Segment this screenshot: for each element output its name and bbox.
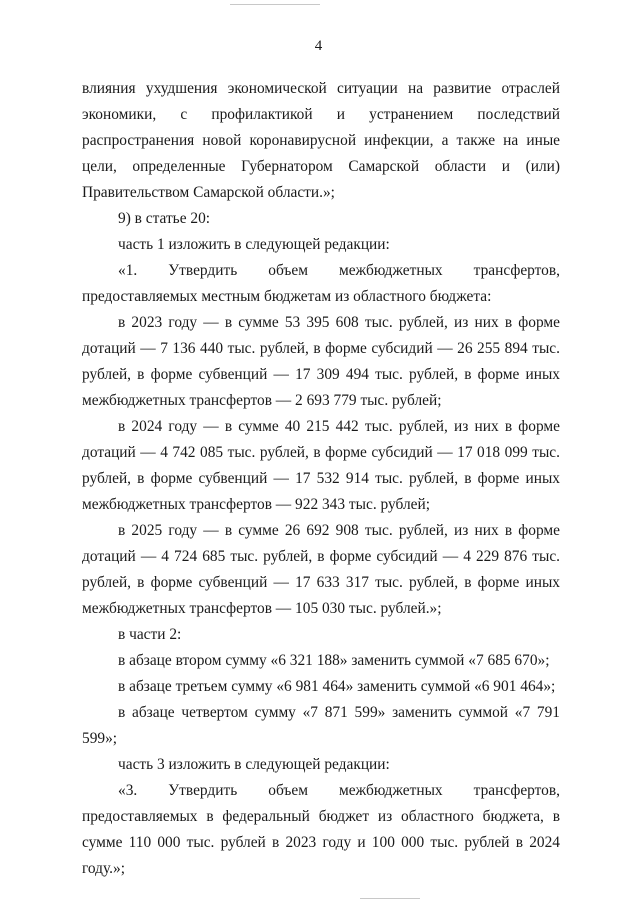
scan-edge-mark-bottom xyxy=(360,898,420,899)
paragraph: в 2024 году — в сумме 40 215 442 тыс. рублей, из них в форме дотаций — 4 742 085 тыс. рублей, в форме субсидий — 17 018 099 тыс. рублей, в форме субвенций — 17 532 914 тыс. рублей, в форме иных межбюджетных трансфертов — 922 343 тыс. рублей; xyxy=(82,418,560,513)
paragraph: в 2025 году — в сумме 26 692 908 тыс. рублей, из них в форме дотаций — 4 724 685 тыс. рублей, в форме субсидий — 4 229 876 тыс. рублей, в форме субвенций — 17 633 317 тыс. рублей, в форме иных межбюджетных трансфертов — 105 030 тыс. рублей.»; xyxy=(82,522,560,617)
paragraph: в абзаце втором сумму «6 321 188» заменить суммой «7 685 670»; xyxy=(118,652,550,669)
page-number: 4 xyxy=(314,38,323,54)
paragraph: часть 3 изложить в следующей редакции: xyxy=(118,756,390,773)
scan-edge-mark-top xyxy=(230,4,320,5)
document-body xyxy=(82,76,560,882)
paragraph: 9) в статье 20: xyxy=(118,210,211,227)
paragraph: в абзаце четвертом сумму «7 871 599» заменить суммой «7 791 599»; xyxy=(82,704,560,747)
paragraph: в 2023 году — в сумме 53 395 608 тыс. рублей, из них в форме дотаций — 7 136 440 тыс. рублей, в форме субсидий — 26 255 894 тыс. рублей, в форме субвенций — 17 309 494 тыс. рублей, в форме иных межбюджетных трансфертов — 2 693 779 тыс. рублей; xyxy=(82,314,560,409)
paragraph: «1. Утвердить объем межбюджетных трансфертов, предоставляемых местным бюджетам из областного бюджета: xyxy=(82,262,560,305)
paragraph: «3. Утвердить объем межбюджетных трансфертов, предоставляемых в федеральный бюджет из областного бюджета, в сумме 110 000 тыс. рублей в 2023 году и 100 000 тыс. рублей в 2024 году.»; xyxy=(82,782,560,877)
paragraph: влияния ухудшения экономической ситуации на развитие отраслей экономики, с профилактикой и устранением последствий распространения новой коронавирусной инфекции, а также на иные цели, определенные Губернатором Самарской области и (или) Правительством Самарской области.»; xyxy=(82,80,560,201)
paragraph: в абзаце третьем сумму «6 981 464» заменить суммой «6 901 464»; xyxy=(118,678,556,695)
paragraph: часть 1 изложить в следующей редакции: xyxy=(118,236,390,253)
paragraph: в части 2: xyxy=(118,626,182,643)
